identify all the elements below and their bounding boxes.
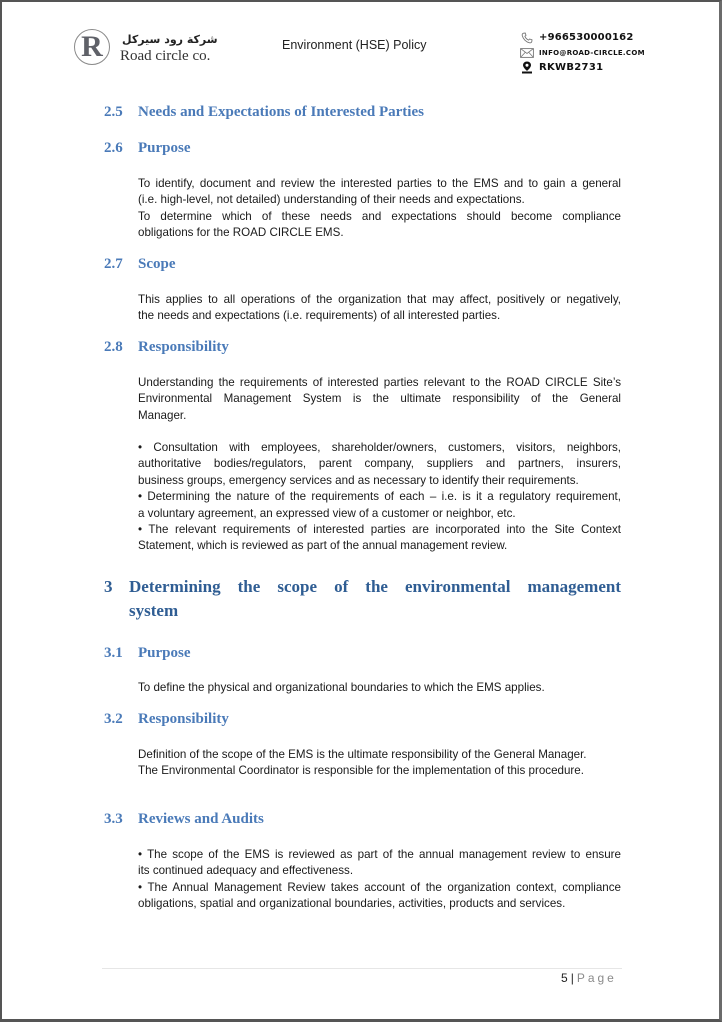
paragraph-2-8-intro: Understanding the requirements of interested parties relevant to the ROAD CIRCLE Site’s Environmental Management System is the ultimate responsibility of the General Manager. bbox=[138, 376, 621, 422]
heading-2-7: 2.7 Scope bbox=[104, 256, 176, 272]
heading-3-2: 3.2 Responsibility bbox=[104, 711, 229, 727]
document-title: Environment (HSE) Policy bbox=[282, 38, 427, 52]
paragraph-3-3-reviews: • The scope of the EMS is reviewed as part of the annual management review to ensure its continued adequacy and effectiveness. • The Annual Management Review takes account of the organization context, compliance obligations, spatial and organizational boundaries, activities, products and services. bbox=[138, 848, 621, 911]
paragraph-3-2-responsibility: Definition of the scope of the EMS is the ultimate responsibility of the General Manager. The Environmental Coordinator is responsible for the implementation of this procedure. bbox=[138, 748, 587, 778]
page-label: Page bbox=[576, 971, 617, 985]
company-name-arabic: شركة رود سيركل bbox=[122, 33, 218, 46]
paragraph-2-8-bullets: • Consultation with employees, shareholder/owners, customers, visitors, neighbors, authoritative bodies/regulators, parent company, suppliers and partners, insurers, business groups, emergency services and as necessary to identify their requirements. • Determining the nature of the requirements of each – i.e. is it a regulatory requirement, a voluntary agreement, an expressed view of a customer or neighbor, etc. • The relevant requirements of interested parties are incorporated into the Site Context Statement, which is reviewed as part of the annual management review. bbox=[138, 441, 621, 553]
logo-r-emblem: R bbox=[74, 29, 110, 65]
heading-3-3: 3.3 Reviews and Audits bbox=[104, 811, 264, 827]
phone-icon bbox=[520, 32, 534, 44]
contact-phone: +966530000162 bbox=[520, 30, 645, 45]
envelope-icon bbox=[520, 47, 534, 59]
page-separator: | bbox=[570, 971, 574, 985]
contact-block bbox=[520, 30, 645, 75]
contact-email: INFO@ROAD-CIRCLE.COM bbox=[520, 45, 645, 60]
footer-divider bbox=[102, 968, 622, 969]
heading-2-8: 2.8 Responsibility bbox=[104, 339, 229, 355]
paragraph-2-6-purpose: To identify, document and review the interested parties to the EMS and to gain a general (i.e. high-level, not detailed) understanding of their needs and expectations. To determine which of these needs and expectations should become compliance obligations for the ROAD CIRCLE EMS. bbox=[138, 177, 621, 240]
company-name: Road circle co. bbox=[120, 48, 211, 64]
page-number: 5 bbox=[561, 971, 568, 985]
company-logo bbox=[74, 29, 218, 73]
paragraph-3-1-purpose: To define the physical and organizational boundaries to which the EMS applies. bbox=[138, 681, 545, 694]
contact-code: RKWB2731 bbox=[520, 60, 645, 75]
heading-3: 3 Determining the scope of the environmental management system bbox=[104, 577, 621, 620]
page-footer bbox=[561, 971, 617, 985]
location-pin-icon bbox=[520, 62, 534, 74]
paragraph-2-7-scope: This applies to all operations of the organization that may affect, positively or negatively, the needs and expectations (i.e. requirements) of all interested parties. bbox=[138, 293, 621, 323]
heading-2-6: 2.6 Purpose bbox=[104, 140, 191, 156]
heading-2-5: 2.5 Needs and Expectations of Interested Parties bbox=[104, 104, 424, 120]
heading-3-1: 3.1 Purpose bbox=[104, 645, 191, 661]
